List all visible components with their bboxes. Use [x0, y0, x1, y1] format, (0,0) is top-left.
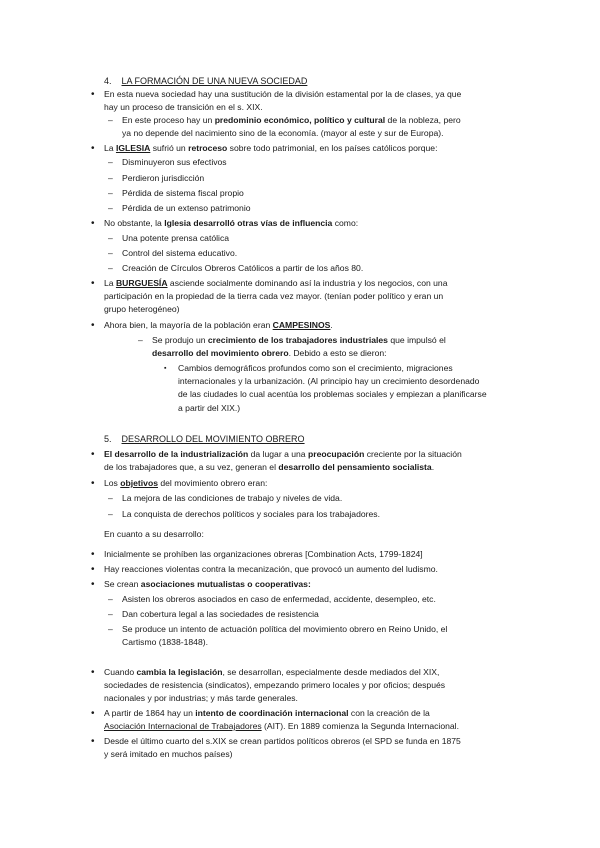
- section-number: 5.: [104, 434, 112, 444]
- paragraph: En cuanto a su desarrollo:: [104, 529, 204, 539]
- list-item: • Los objetivos del movimiento obrero eran:: [104, 477, 490, 490]
- list-item: • A partir de 1864 hay un intento de coordinación internacional con la creación de la Asociación Internacional de Trabajadores (AIT). En 1889 comienza la Segunda Internacional.: [104, 707, 490, 733]
- list-item: – Pérdida de un extenso patrimonio: [122, 202, 490, 215]
- list-item: – Disminuyeron sus efectivos: [122, 156, 490, 169]
- list-item: • Inicialmente se prohíben las organizaciones obreras [Combination Acts, 1799-1824]: [104, 548, 490, 561]
- list-item: – Pérdida de sistema fiscal propio: [122, 187, 490, 200]
- list-item: • El desarrollo de la industrialización da lugar a una preocupación creciente por la situación de los trabajadores que, a su vez, generan el desarrollo del pensamiento socialista.: [104, 448, 490, 474]
- list-item: • Se crean asociaciones mutualistas o cooperativas:: [104, 578, 490, 591]
- list-item: – La conquista de derechos políticos y sociales para los trabajadores.: [122, 508, 490, 521]
- section-5-heading: [104, 433, 305, 446]
- list-item: – Una potente prensa católica: [122, 232, 490, 245]
- list-item: • La IGLESIA sufrió un retroceso sobre todo patrimonial, en los países católicos porque:: [104, 142, 490, 155]
- section-4-heading: [104, 75, 307, 88]
- list-item: • En esta nueva sociedad hay una sustitución de la división estamental por la de clases, ya que hay un proceso de transición en el s. XIX.: [104, 88, 490, 114]
- section-title: LA FORMACIÓN DE UNA NUEVA SOCIEDAD: [121, 76, 308, 86]
- list-item: – La mejora de las condiciones de trabajo y niveles de vida.: [122, 492, 490, 505]
- section-number: 4.: [104, 76, 112, 86]
- list-item: • Cuando cambia la legislación, se desarrollan, especialmente desde mediados del XIX, sociedades de resistencia (sindicatos), empezando primero locales y por oficios; después nacionales y por industrias; y más tarde generales.: [104, 666, 490, 706]
- list-item: • Hay reacciones violentas contra la mecanización, que provocó un aumento del ludismo.: [104, 563, 490, 576]
- list-item: ▪ Cambios demográficos profundos como son el crecimiento, migraciones internacionales y la urbanización. (Al principio hay un crecimiento desordenado de las ciudades lo cual acentúa los problemas sociales y empiezan a planificarse a partir del XIX.): [178, 362, 490, 415]
- list-item: – Se produjo un crecimiento de los trabajadores industriales que impulsó el desarrollo del movimiento obrero. Debido a esto se dieron:: [152, 334, 490, 360]
- list-item: • La BURGUESÍA asciende socialmente dominando así la industria y los negocios, con una participación en la propiedad de la tierra cada vez mayor. (tenían poder político y eran un grupo heterogéneo): [104, 277, 490, 317]
- list-item: – Dan cobertura legal a las sociedades de resistencia: [122, 608, 490, 621]
- list-item: – Asisten los obreros asociados en caso de enfermedad, accidente, desempleo, etc.: [122, 593, 490, 606]
- list-item: – Se produce un intento de actuación política del movimiento obrero en Reino Unido, el Cartismo (1838-1848).: [122, 623, 490, 649]
- list-item: • Ahora bien, la mayoría de la población eran CAMPESINOS.: [104, 319, 490, 332]
- list-item: • Desde el último cuarto del s.XIX se crean partidos políticos obreros (el SPD se funda en 1875 y será imitado en muchos países): [104, 735, 490, 761]
- list-item: – Perdieron jurisdicción: [122, 172, 490, 185]
- list-item: – Control del sistema educativo.: [122, 247, 490, 260]
- list-item: • No obstante, la Iglesia desarrolló otras vías de influencia como:: [104, 217, 490, 230]
- section-title: DESARROLLO DEL MOVIMIENTO OBRERO: [121, 434, 305, 444]
- list-item: – Creación de Círculos Obreros Católicos a partir de los años 80.: [122, 262, 490, 275]
- list-item: – En este proceso hay un predominio económico, político y cultural de la nobleza, pero ya no depende del nacimiento sino de la economía. (mayor al este y sur de Europa).: [122, 114, 490, 140]
